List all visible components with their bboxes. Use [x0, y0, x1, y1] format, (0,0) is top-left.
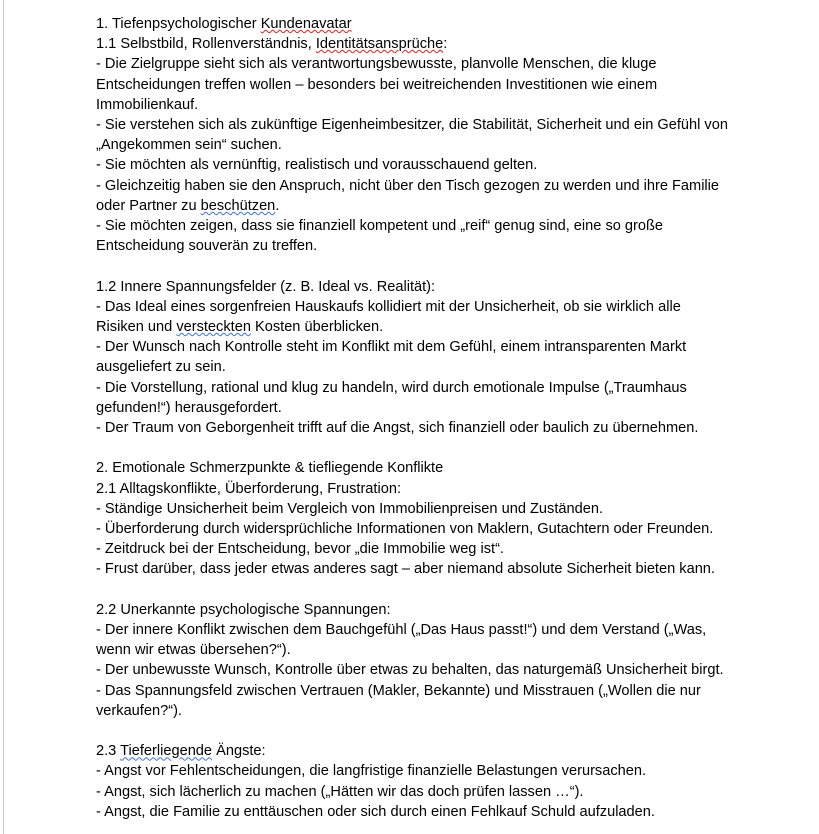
body-paragraph	[96, 559, 730, 579]
text-run: - Die Zielgruppe sieht sich als verantwortungsbewusste, planvolle Menschen, die kluge Entscheidungen treffen wollen – besonders bei weitreichenden Investitionen wie einem Immobilienkauf.	[96, 56, 658, 113]
section-heading	[96, 14, 730, 34]
text-run: - Sie möchten als vernünftig, realistisch und vorausschauend gelten.	[96, 157, 538, 174]
body-paragraph	[96, 378, 730, 418]
text-run: - Die Vorstellung, rational und klug zu handeln, wird durch emotionale Impulse („Traumhaus gefunden!“) herausgefordert.	[96, 379, 687, 416]
body-paragraph	[96, 519, 730, 539]
section-subheading	[96, 34, 730, 54]
text-run: - Frust darüber, dass jeder etwas anderes sagt – aber niemand absolute Sicherheit bieten kann.	[96, 561, 715, 578]
spellcheck-underlined-word[interactable]: Kundenavatar	[260, 16, 352, 32]
text-run: - Zeitdruck bei der Entscheidung, bevor „die Immobilie weg ist“.	[96, 541, 504, 558]
body-paragraph	[96, 155, 730, 175]
body-paragraph	[96, 115, 730, 155]
grammar-underlined-word[interactable]: Tieferliegende	[120, 743, 213, 760]
body-paragraph	[96, 499, 730, 519]
text-run: - Angst, sich lächerlich zu machen („Hätten wir das doch prüfen lassen …“).	[96, 783, 584, 800]
body-paragraph	[96, 681, 730, 721]
text-run: - Der Traum von Geborgenheit trifft auf die Angst, sich finanziell oder baulich zu übernehmen.	[96, 420, 699, 437]
text-run: 2.1 Alltagskonflikte, Überforderung, Frustration:	[96, 480, 402, 497]
page-left-edge-rule	[3, 0, 4, 834]
body-paragraph	[96, 802, 730, 822]
section-subheading	[96, 277, 730, 297]
text-run: - Sie verstehen sich als zukünftige Eigenheimbesitzer, die Stabilität, Sicherheit und ein Gefühl von „Angekommen sein“ suchen.	[96, 117, 728, 154]
text-run: 2.2 Unerkannte psychologische Spannungen:	[96, 601, 391, 618]
body-paragraph	[96, 54, 730, 115]
text-run: Ängste:	[212, 743, 266, 760]
text-run: :	[443, 36, 448, 53]
body-paragraph	[96, 216, 730, 256]
text-run: - Gleichzeitig haben sie den Anspruch, nicht über den Tisch gezogen zu werden und ihre Familie oder Partner zu	[96, 177, 720, 214]
body-paragraph	[96, 761, 730, 781]
body-paragraph	[96, 539, 730, 559]
body-paragraph	[96, 620, 730, 660]
text-run: Kosten überblicken.	[250, 319, 384, 336]
section-subheading	[96, 741, 730, 761]
text-run: 1.1 Selbstbild, Rollenverständnis,	[96, 36, 316, 53]
text-run: 2.3	[96, 743, 121, 760]
text-run: - Der Wunsch nach Kontrolle steht im Konflikt mit dem Gefühl, einem intransparenten Markt ausgeliefert zu sein.	[96, 339, 687, 376]
text-run: - Sie möchten zeigen, dass sie finanziell kompetent und „reif“ genug sind, eine so große Entscheidung souverän zu treffen.	[96, 218, 664, 255]
text-run: - Angst vor Fehlentscheidungen, die langfristige finanzielle Belastungen verursachen.	[96, 763, 647, 780]
text-run: 2. Emotionale Schmerzpunkte & tiefliegende Konflikte	[96, 460, 444, 477]
text-run: 1.2 Innere Spannungsfelder (z. B. Ideal vs. Realität):	[96, 278, 436, 295]
text-run: - Angst, die Familie zu enttäuschen oder sich durch einen Fehlkauf Schuld aufzuladen.	[96, 803, 655, 820]
document-text-body[interactable]	[96, 14, 730, 822]
text-run: - Der unbewusste Wunsch, Kontrolle über etwas zu behalten, das naturgemäß Unsicherheit birgt.	[96, 662, 724, 679]
body-paragraph	[96, 176, 730, 216]
section-heading	[96, 458, 730, 478]
text-run: - Das Spannungsfeld zwischen Vertrauen (Makler, Bekannte) und Misstrauen („Wollen die nur verkaufen?“).	[96, 682, 701, 719]
body-paragraph	[96, 418, 730, 438]
body-paragraph	[96, 337, 730, 377]
grammar-underlined-word[interactable]: beschützen	[200, 197, 276, 214]
body-paragraph	[96, 660, 730, 680]
text-run: - Das Ideal eines sorgenfreien Hauskaufs kollidiert mit der Unsicherheit, ob sie wirklich alle Risiken und	[96, 298, 681, 336]
body-paragraph	[96, 782, 730, 802]
text-run: - Überforderung durch widersprüchliche Informationen von Maklern, Gutachtern oder Freunden.	[96, 521, 714, 538]
section-subheading	[96, 600, 730, 620]
text-run: - Der innere Konflikt zwischen dem Bauchgefühl („Das Haus passt!“) und dem Verstand („Was, wenn wir etwas übersehen?“).	[96, 622, 707, 659]
text-run: - Ständige Unsicherheit beim Vergleich von Immobilienpreisen und Zuständen.	[96, 500, 604, 517]
text-run: 1. Tiefenpsychologischer	[96, 16, 261, 32]
spellcheck-underlined-word[interactable]: Identitätsansprüche	[315, 36, 444, 53]
text-run: .	[275, 197, 280, 214]
body-paragraph	[96, 297, 730, 337]
section-subheading	[96, 479, 730, 499]
grammar-underlined-word[interactable]: versteckten	[176, 319, 251, 336]
